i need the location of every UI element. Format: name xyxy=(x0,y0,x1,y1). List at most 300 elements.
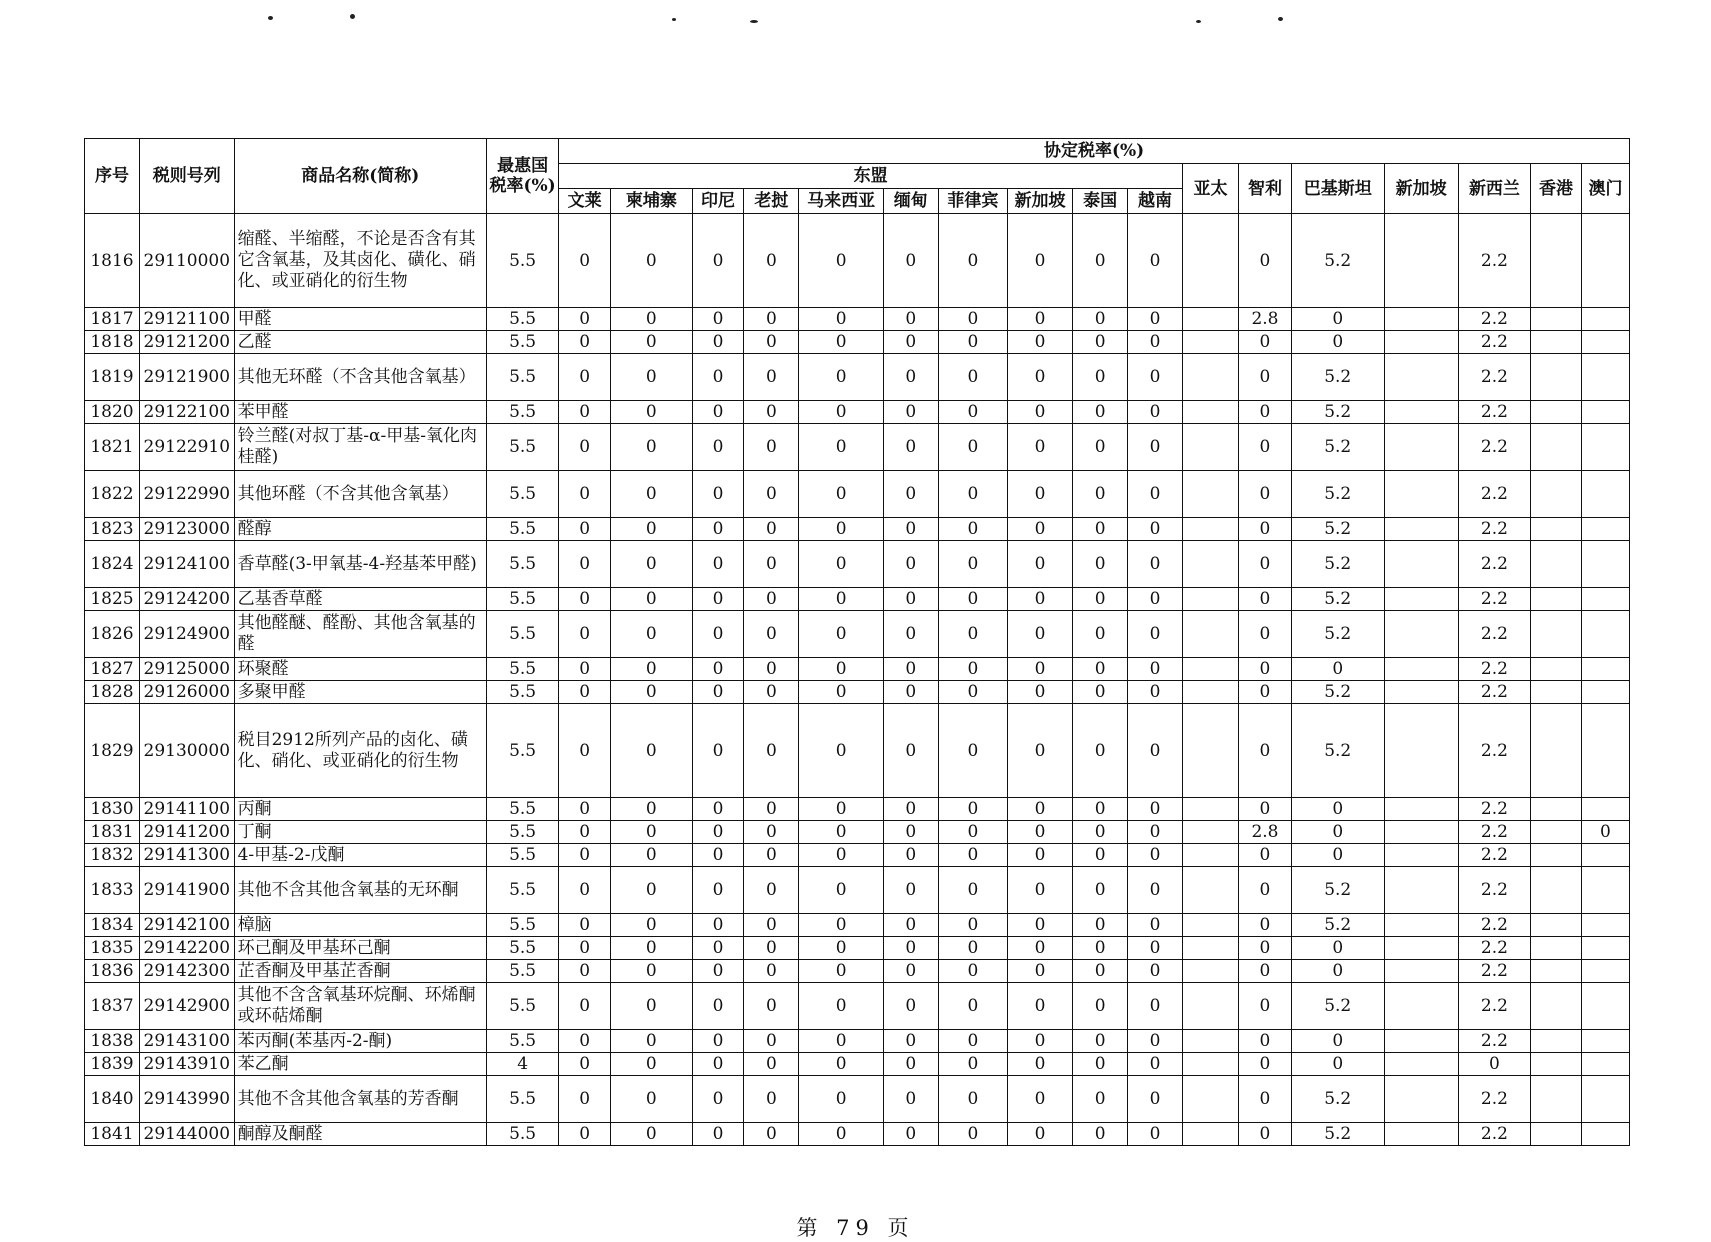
name-cell: 环聚醛 xyxy=(234,658,486,681)
malaysia-cell: 0 xyxy=(799,424,883,471)
brunei-cell: 0 xyxy=(559,471,611,518)
brunei-cell: 0 xyxy=(559,588,611,611)
code-cell: 29141200 xyxy=(139,821,234,844)
thailand-cell: 0 xyxy=(1073,1076,1128,1123)
pakistan-cell: 0 xyxy=(1291,798,1384,821)
philippines-cell: 0 xyxy=(938,821,1007,844)
asean-singapore-cell: 0 xyxy=(1008,867,1073,914)
hong-kong-cell xyxy=(1531,588,1582,611)
thailand-cell: 0 xyxy=(1073,914,1128,937)
singapore-cell xyxy=(1384,1123,1458,1146)
name-cell: 醛醇 xyxy=(234,518,486,541)
table-row xyxy=(85,518,1630,541)
asean-singapore-cell: 0 xyxy=(1008,354,1073,401)
name-cell: 酮醇及酮醛 xyxy=(234,1123,486,1146)
code-cell: 29142900 xyxy=(139,983,234,1030)
new-zealand-cell: 2.2 xyxy=(1458,914,1530,937)
pakistan-cell: 5.2 xyxy=(1291,541,1384,588)
code-cell: 29121900 xyxy=(139,354,234,401)
pakistan-cell: 5.2 xyxy=(1291,611,1384,658)
malaysia-cell: 0 xyxy=(799,658,883,681)
name-cell: 环己酮及甲基环己酮 xyxy=(234,937,486,960)
hong-kong-cell xyxy=(1531,401,1582,424)
scan-speck xyxy=(1278,17,1283,21)
code-cell: 29122100 xyxy=(139,401,234,424)
indonesia-cell: 0 xyxy=(692,844,744,867)
hong-kong-cell xyxy=(1531,867,1582,914)
philippines-cell: 0 xyxy=(938,914,1007,937)
macau-cell xyxy=(1581,681,1629,704)
asean-singapore-cell: 0 xyxy=(1008,937,1073,960)
table-row xyxy=(85,983,1630,1030)
asean-singapore-cell: 0 xyxy=(1008,914,1073,937)
thailand-cell: 0 xyxy=(1073,983,1128,1030)
thailand-cell: 0 xyxy=(1073,214,1128,308)
hong-kong-cell xyxy=(1531,354,1582,401)
pakistan-cell: 5.2 xyxy=(1291,471,1384,518)
code-cell: 29124200 xyxy=(139,588,234,611)
malaysia-cell: 0 xyxy=(799,1123,883,1146)
vietnam-cell: 0 xyxy=(1128,1123,1183,1146)
header-code: 税则号列 xyxy=(139,139,234,214)
singapore-cell xyxy=(1384,518,1458,541)
hong-kong-cell xyxy=(1531,1053,1582,1076)
apta-cell xyxy=(1183,588,1239,611)
new-zealand-cell: 2.2 xyxy=(1458,821,1530,844)
philippines-cell: 0 xyxy=(938,354,1007,401)
header-laos: 老挝 xyxy=(744,189,799,214)
cambodia-cell: 0 xyxy=(611,611,692,658)
seq-cell: 1825 xyxy=(85,588,140,611)
apta-cell xyxy=(1183,681,1239,704)
indonesia-cell: 0 xyxy=(692,983,744,1030)
asean-singapore-cell: 0 xyxy=(1008,844,1073,867)
apta-cell xyxy=(1183,1076,1239,1123)
seq-cell: 1832 xyxy=(85,844,140,867)
table-row xyxy=(85,960,1630,983)
macau-cell xyxy=(1581,1076,1629,1123)
laos-cell: 0 xyxy=(744,798,799,821)
asean-singapore-cell: 0 xyxy=(1008,1053,1073,1076)
singapore-cell xyxy=(1384,983,1458,1030)
brunei-cell: 0 xyxy=(559,214,611,308)
hong-kong-cell xyxy=(1531,914,1582,937)
indonesia-cell: 0 xyxy=(692,308,744,331)
brunei-cell: 0 xyxy=(559,354,611,401)
apta-cell xyxy=(1183,1123,1239,1146)
chile-cell: 0 xyxy=(1239,214,1292,308)
pakistan-cell: 0 xyxy=(1291,960,1384,983)
indonesia-cell: 0 xyxy=(692,214,744,308)
macau-cell xyxy=(1581,588,1629,611)
mfn-cell: 5.5 xyxy=(486,331,558,354)
hong-kong-cell xyxy=(1531,541,1582,588)
seq-cell: 1826 xyxy=(85,611,140,658)
vietnam-cell: 0 xyxy=(1128,867,1183,914)
name-cell: 其他不含含氧基环烷酮、环烯酮或环萜烯酮 xyxy=(234,983,486,1030)
table-row xyxy=(85,704,1630,798)
macau-cell xyxy=(1581,867,1629,914)
hong-kong-cell xyxy=(1531,798,1582,821)
laos-cell: 0 xyxy=(744,541,799,588)
asean-singapore-cell: 0 xyxy=(1008,401,1073,424)
brunei-cell: 0 xyxy=(559,867,611,914)
philippines-cell: 0 xyxy=(938,518,1007,541)
laos-cell: 0 xyxy=(744,1030,799,1053)
asean-singapore-cell: 0 xyxy=(1008,1076,1073,1123)
brunei-cell: 0 xyxy=(559,704,611,798)
philippines-cell: 0 xyxy=(938,471,1007,518)
myanmar-cell: 0 xyxy=(883,331,938,354)
laos-cell: 0 xyxy=(744,401,799,424)
mfn-cell: 5.5 xyxy=(486,1076,558,1123)
thailand-cell: 0 xyxy=(1073,1030,1128,1053)
apta-cell xyxy=(1183,821,1239,844)
laos-cell: 0 xyxy=(744,1053,799,1076)
name-cell: 苯丙酮(苯基丙-2-酮) xyxy=(234,1030,486,1053)
malaysia-cell: 0 xyxy=(799,588,883,611)
pakistan-cell: 5.2 xyxy=(1291,983,1384,1030)
mfn-cell: 5.5 xyxy=(486,1123,558,1146)
brunei-cell: 0 xyxy=(559,960,611,983)
pakistan-cell: 0 xyxy=(1291,937,1384,960)
myanmar-cell: 0 xyxy=(883,1076,938,1123)
philippines-cell: 0 xyxy=(938,704,1007,798)
name-cell: 4-甲基-2-戊酮 xyxy=(234,844,486,867)
header-singapore: 新加坡 xyxy=(1384,164,1458,214)
pakistan-cell: 5.2 xyxy=(1291,1123,1384,1146)
vietnam-cell: 0 xyxy=(1128,658,1183,681)
thailand-cell: 0 xyxy=(1073,798,1128,821)
malaysia-cell: 0 xyxy=(799,214,883,308)
laos-cell: 0 xyxy=(744,704,799,798)
apta-cell xyxy=(1183,1030,1239,1053)
malaysia-cell: 0 xyxy=(799,798,883,821)
mfn-cell: 5.5 xyxy=(486,867,558,914)
seq-cell: 1821 xyxy=(85,424,140,471)
pakistan-cell: 5.2 xyxy=(1291,354,1384,401)
asean-singapore-cell: 0 xyxy=(1008,1030,1073,1053)
name-cell: 丙酮 xyxy=(234,798,486,821)
brunei-cell: 0 xyxy=(559,1053,611,1076)
hong-kong-cell xyxy=(1531,424,1582,471)
singapore-cell xyxy=(1384,1053,1458,1076)
mfn-cell: 5.5 xyxy=(486,681,558,704)
seq-cell: 1837 xyxy=(85,983,140,1030)
header-thailand: 泰国 xyxy=(1073,189,1128,214)
seq-cell: 1820 xyxy=(85,401,140,424)
vietnam-cell: 0 xyxy=(1128,1030,1183,1053)
header-asean-singapore: 新加坡 xyxy=(1008,189,1073,214)
code-cell: 29141900 xyxy=(139,867,234,914)
code-cell: 29121200 xyxy=(139,331,234,354)
philippines-cell: 0 xyxy=(938,308,1007,331)
cambodia-cell: 0 xyxy=(611,983,692,1030)
philippines-cell: 0 xyxy=(938,401,1007,424)
indonesia-cell: 0 xyxy=(692,960,744,983)
myanmar-cell: 0 xyxy=(883,588,938,611)
chile-cell: 0 xyxy=(1239,471,1292,518)
vietnam-cell: 0 xyxy=(1128,681,1183,704)
new-zealand-cell: 2.2 xyxy=(1458,1123,1530,1146)
hong-kong-cell xyxy=(1531,308,1582,331)
code-cell: 29144000 xyxy=(139,1123,234,1146)
indonesia-cell: 0 xyxy=(692,1030,744,1053)
laos-cell: 0 xyxy=(744,1076,799,1123)
malaysia-cell: 0 xyxy=(799,844,883,867)
chile-cell: 0 xyxy=(1239,611,1292,658)
thailand-cell: 0 xyxy=(1073,401,1128,424)
malaysia-cell: 0 xyxy=(799,960,883,983)
chile-cell: 0 xyxy=(1239,658,1292,681)
header-new-zealand: 新西兰 xyxy=(1458,164,1530,214)
laos-cell: 0 xyxy=(744,867,799,914)
chile-cell: 0 xyxy=(1239,867,1292,914)
macau-cell: 0 xyxy=(1581,821,1629,844)
chile-cell: 0 xyxy=(1239,681,1292,704)
apta-cell xyxy=(1183,214,1239,308)
code-cell: 29142300 xyxy=(139,960,234,983)
header-malaysia: 马来西亚 xyxy=(799,189,883,214)
mfn-cell: 5.5 xyxy=(486,214,558,308)
vietnam-cell: 0 xyxy=(1128,1076,1183,1123)
philippines-cell: 0 xyxy=(938,681,1007,704)
indonesia-cell: 0 xyxy=(692,541,744,588)
thailand-cell: 0 xyxy=(1073,867,1128,914)
mfn-cell: 5.5 xyxy=(486,541,558,588)
macau-cell xyxy=(1581,611,1629,658)
singapore-cell xyxy=(1384,914,1458,937)
asean-singapore-cell: 0 xyxy=(1008,983,1073,1030)
macau-cell xyxy=(1581,937,1629,960)
vietnam-cell: 0 xyxy=(1128,983,1183,1030)
macau-cell xyxy=(1581,1123,1629,1146)
laos-cell: 0 xyxy=(744,518,799,541)
table-row xyxy=(85,611,1630,658)
laos-cell: 0 xyxy=(744,424,799,471)
thailand-cell: 0 xyxy=(1073,681,1128,704)
laos-cell: 0 xyxy=(744,681,799,704)
laos-cell: 0 xyxy=(744,308,799,331)
header-indonesia: 印尼 xyxy=(692,189,744,214)
hong-kong-cell xyxy=(1531,214,1582,308)
brunei-cell: 0 xyxy=(559,401,611,424)
chile-cell: 0 xyxy=(1239,518,1292,541)
laos-cell: 0 xyxy=(744,960,799,983)
chile-cell: 0 xyxy=(1239,424,1292,471)
macau-cell xyxy=(1581,914,1629,937)
code-cell: 29110000 xyxy=(139,214,234,308)
chile-cell: 0 xyxy=(1239,1076,1292,1123)
chile-cell: 0 xyxy=(1239,1123,1292,1146)
cambodia-cell: 0 xyxy=(611,471,692,518)
asean-singapore-cell: 0 xyxy=(1008,611,1073,658)
name-cell: 丁酮 xyxy=(234,821,486,844)
apta-cell xyxy=(1183,424,1239,471)
cambodia-cell: 0 xyxy=(611,798,692,821)
seq-cell: 1824 xyxy=(85,541,140,588)
cambodia-cell: 0 xyxy=(611,588,692,611)
tariff-table xyxy=(84,138,1630,1146)
indonesia-cell: 0 xyxy=(692,471,744,518)
mfn-cell: 5.5 xyxy=(486,658,558,681)
hong-kong-cell xyxy=(1531,821,1582,844)
header-chile: 智利 xyxy=(1239,164,1292,214)
chile-cell: 0 xyxy=(1239,401,1292,424)
mfn-cell: 5.5 xyxy=(486,308,558,331)
philippines-cell: 0 xyxy=(938,1076,1007,1123)
philippines-cell: 0 xyxy=(938,960,1007,983)
asean-singapore-cell: 0 xyxy=(1008,331,1073,354)
table-row xyxy=(85,214,1630,308)
chile-cell: 0 xyxy=(1239,960,1292,983)
table-row xyxy=(85,867,1630,914)
table-row xyxy=(85,541,1630,588)
name-cell: 樟脑 xyxy=(234,914,486,937)
mfn-cell: 5.5 xyxy=(486,354,558,401)
apta-cell xyxy=(1183,471,1239,518)
table-row xyxy=(85,588,1630,611)
laos-cell: 0 xyxy=(744,914,799,937)
pakistan-cell: 5.2 xyxy=(1291,588,1384,611)
myanmar-cell: 0 xyxy=(883,867,938,914)
brunei-cell: 0 xyxy=(559,518,611,541)
code-cell: 29122990 xyxy=(139,471,234,518)
malaysia-cell: 0 xyxy=(799,308,883,331)
vietnam-cell: 0 xyxy=(1128,844,1183,867)
cambodia-cell: 0 xyxy=(611,844,692,867)
myanmar-cell: 0 xyxy=(883,1030,938,1053)
chile-cell: 0 xyxy=(1239,798,1292,821)
name-cell: 乙基香草醛 xyxy=(234,588,486,611)
macau-cell xyxy=(1581,518,1629,541)
hong-kong-cell xyxy=(1531,960,1582,983)
singapore-cell xyxy=(1384,308,1458,331)
philippines-cell: 0 xyxy=(938,214,1007,308)
brunei-cell: 0 xyxy=(559,611,611,658)
apta-cell xyxy=(1183,704,1239,798)
brunei-cell: 0 xyxy=(559,844,611,867)
singapore-cell xyxy=(1384,1030,1458,1053)
brunei-cell: 0 xyxy=(559,983,611,1030)
header-mfn: 最惠国税率(%) xyxy=(486,139,558,214)
malaysia-cell: 0 xyxy=(799,704,883,798)
vietnam-cell: 0 xyxy=(1128,937,1183,960)
table-row xyxy=(85,681,1630,704)
myanmar-cell: 0 xyxy=(883,214,938,308)
code-cell: 29142100 xyxy=(139,914,234,937)
myanmar-cell: 0 xyxy=(883,611,938,658)
table-row xyxy=(85,1123,1630,1146)
myanmar-cell: 0 xyxy=(883,960,938,983)
asean-singapore-cell: 0 xyxy=(1008,541,1073,588)
brunei-cell: 0 xyxy=(559,308,611,331)
seq-cell: 1818 xyxy=(85,331,140,354)
cambodia-cell: 0 xyxy=(611,1123,692,1146)
thailand-cell: 0 xyxy=(1073,937,1128,960)
malaysia-cell: 0 xyxy=(799,1053,883,1076)
myanmar-cell: 0 xyxy=(883,937,938,960)
singapore-cell xyxy=(1384,821,1458,844)
mfn-cell: 5.5 xyxy=(486,518,558,541)
vietnam-cell: 0 xyxy=(1128,424,1183,471)
vietnam-cell: 0 xyxy=(1128,1053,1183,1076)
vietnam-cell: 0 xyxy=(1128,588,1183,611)
header-asean: 东盟 xyxy=(559,164,1183,189)
thailand-cell: 0 xyxy=(1073,844,1128,867)
myanmar-cell: 0 xyxy=(883,821,938,844)
malaysia-cell: 0 xyxy=(799,681,883,704)
header-macau: 澳门 xyxy=(1581,164,1629,214)
mfn-cell: 5.5 xyxy=(486,401,558,424)
laos-cell: 0 xyxy=(744,588,799,611)
seq-cell: 1823 xyxy=(85,518,140,541)
apta-cell xyxy=(1183,611,1239,658)
mfn-cell: 5.5 xyxy=(486,960,558,983)
mfn-cell: 5.5 xyxy=(486,937,558,960)
new-zealand-cell: 2.2 xyxy=(1458,704,1530,798)
cambodia-cell: 0 xyxy=(611,867,692,914)
indonesia-cell: 0 xyxy=(692,354,744,401)
new-zealand-cell: 2.2 xyxy=(1458,681,1530,704)
macau-cell xyxy=(1581,704,1629,798)
indonesia-cell: 0 xyxy=(692,937,744,960)
header-vietnam: 越南 xyxy=(1128,189,1183,214)
myanmar-cell: 0 xyxy=(883,681,938,704)
laos-cell: 0 xyxy=(744,354,799,401)
code-cell: 29121100 xyxy=(139,308,234,331)
mfn-cell: 4 xyxy=(486,1053,558,1076)
name-cell: 缩醛、半缩醛，不论是否含有其它含氧基，及其卤化、磺化、硝化、或亚硝化的衍生物 xyxy=(234,214,486,308)
seq-cell: 1840 xyxy=(85,1076,140,1123)
table-row xyxy=(85,331,1630,354)
thailand-cell: 0 xyxy=(1073,1123,1128,1146)
mfn-cell: 5.5 xyxy=(486,611,558,658)
vietnam-cell: 0 xyxy=(1128,821,1183,844)
myanmar-cell: 0 xyxy=(883,354,938,401)
brunei-cell: 0 xyxy=(559,331,611,354)
philippines-cell: 0 xyxy=(938,658,1007,681)
myanmar-cell: 0 xyxy=(883,541,938,588)
new-zealand-cell: 2.2 xyxy=(1458,658,1530,681)
hong-kong-cell xyxy=(1531,471,1582,518)
seq-cell: 1835 xyxy=(85,937,140,960)
code-cell: 29130000 xyxy=(139,704,234,798)
seq-cell: 1819 xyxy=(85,354,140,401)
scan-speck xyxy=(268,16,273,20)
table-row xyxy=(85,1053,1630,1076)
apta-cell xyxy=(1183,308,1239,331)
asean-singapore-cell: 0 xyxy=(1008,308,1073,331)
vietnam-cell: 0 xyxy=(1128,308,1183,331)
header-myanmar: 缅甸 xyxy=(883,189,938,214)
thailand-cell: 0 xyxy=(1073,331,1128,354)
malaysia-cell: 0 xyxy=(799,983,883,1030)
cambodia-cell: 0 xyxy=(611,1053,692,1076)
singapore-cell xyxy=(1384,681,1458,704)
scan-speck xyxy=(672,18,676,21)
new-zealand-cell: 2.2 xyxy=(1458,588,1530,611)
thailand-cell: 0 xyxy=(1073,518,1128,541)
laos-cell: 0 xyxy=(744,214,799,308)
table-row xyxy=(85,844,1630,867)
table-row xyxy=(85,401,1630,424)
code-cell: 29143990 xyxy=(139,1076,234,1123)
indonesia-cell: 0 xyxy=(692,1123,744,1146)
singapore-cell xyxy=(1384,354,1458,401)
laos-cell: 0 xyxy=(744,611,799,658)
code-cell: 29125000 xyxy=(139,658,234,681)
